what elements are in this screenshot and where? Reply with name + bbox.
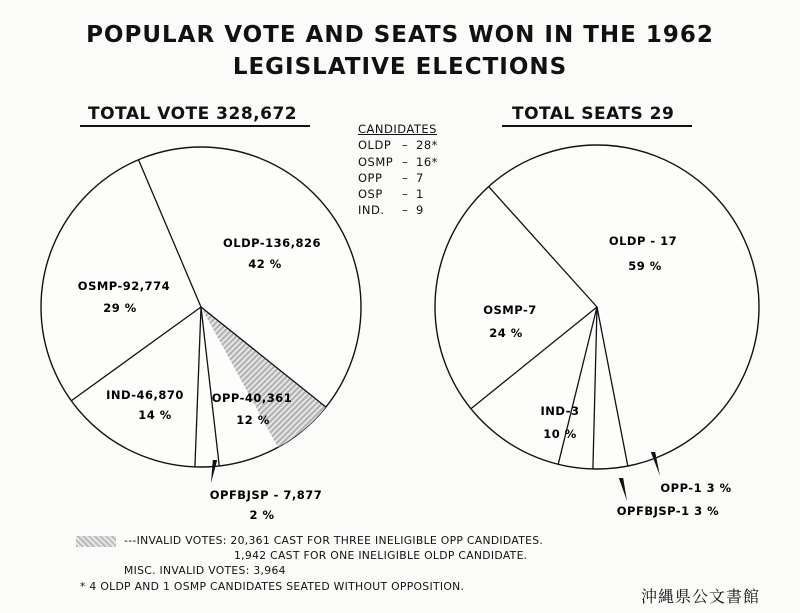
candidate-mark: *: [431, 138, 438, 153]
slice-label-opp: OPP-1 3 %: [660, 481, 732, 495]
candidate-party: IND.: [358, 203, 385, 218]
slice-label-opfbjsp: OPFBJSP - 7,877: [209, 488, 323, 502]
slice-label-ind: IND-3: [540, 404, 580, 418]
slice-percent-ind: 10 %: [543, 427, 577, 441]
candidate-count: 1: [416, 187, 424, 202]
slice-percent-oldp: 59 %: [628, 259, 662, 273]
candidate-count: 9: [416, 203, 424, 218]
invalid-votes-note: ---INVALID VOTES: 20,361 CAST FOR THREE INELIGIBLE OPP CANDIDATES.: [124, 534, 544, 547]
candidate-party: OPP: [358, 170, 383, 185]
slice-label-oldp: OLDP-136,826: [222, 236, 322, 250]
candidates-heading: CANDIDATES: [358, 122, 437, 136]
dash: –: [402, 187, 409, 202]
candidate-mark: *: [431, 154, 438, 169]
pointer-arrow: [619, 478, 627, 501]
slice-percent-ind: 14 %: [138, 408, 172, 422]
candidate-party: OSMP: [358, 154, 394, 169]
slice-percent-osmp: 29 %: [103, 301, 137, 315]
dash: –: [402, 138, 409, 153]
invalid-votes-swatch: [76, 536, 116, 547]
footnote: * 4 OLDP AND 1 OSMP CANDIDATES SEATED WITHOUT OPPOSITION.: [80, 580, 465, 593]
vote-pie: [41, 147, 361, 522]
vote-pie-title: TOTAL VOTE 328,672: [88, 104, 298, 124]
chart-title-line2: LEGISLATIVE ELECTIONS: [232, 54, 568, 80]
slice-label-ind: IND-46,870: [106, 388, 184, 402]
candidate-count: 28: [416, 138, 432, 153]
candidate-count: 7: [416, 170, 424, 185]
slice-label-opfbjsp: OPFBJSP-1 3 %: [616, 504, 720, 518]
slice-label-opp: OPP-40,361: [211, 391, 293, 405]
candidate-party: OLDP: [358, 138, 392, 153]
slice-label-oldp: OLDP - 17: [608, 234, 678, 248]
slice-percent-osmp: 24 %: [489, 326, 523, 340]
invalid-votes-note-2: 1,942 CAST FOR ONE INELIGIBLE OLDP CANDIDATE.: [234, 549, 528, 562]
dash: –: [402, 203, 409, 218]
seats-pie: [435, 145, 759, 518]
dash: –: [402, 154, 409, 169]
misc-invalid-note: MISC. INVALID VOTES: 3,964: [124, 564, 286, 577]
seats-pie-title: TOTAL SEATS 29: [512, 104, 675, 124]
dash: –: [402, 170, 409, 185]
slice-percent-oldp: 42 %: [248, 257, 282, 271]
slice-label-osmp: OSMP-7: [483, 303, 537, 317]
slice-percent-opp: 12 %: [236, 413, 270, 427]
archive-stamp: 沖縄県公文書館: [641, 587, 761, 606]
chart-title-line1: POPULAR VOTE AND SEATS WON IN THE 1962: [86, 22, 714, 48]
slice-label-osmp: OSMP-92,774: [77, 279, 171, 293]
candidate-count: 16: [416, 154, 432, 169]
slice-percent-opfbjsp: 2 %: [249, 508, 275, 522]
candidate-party: OSP: [358, 187, 383, 202]
